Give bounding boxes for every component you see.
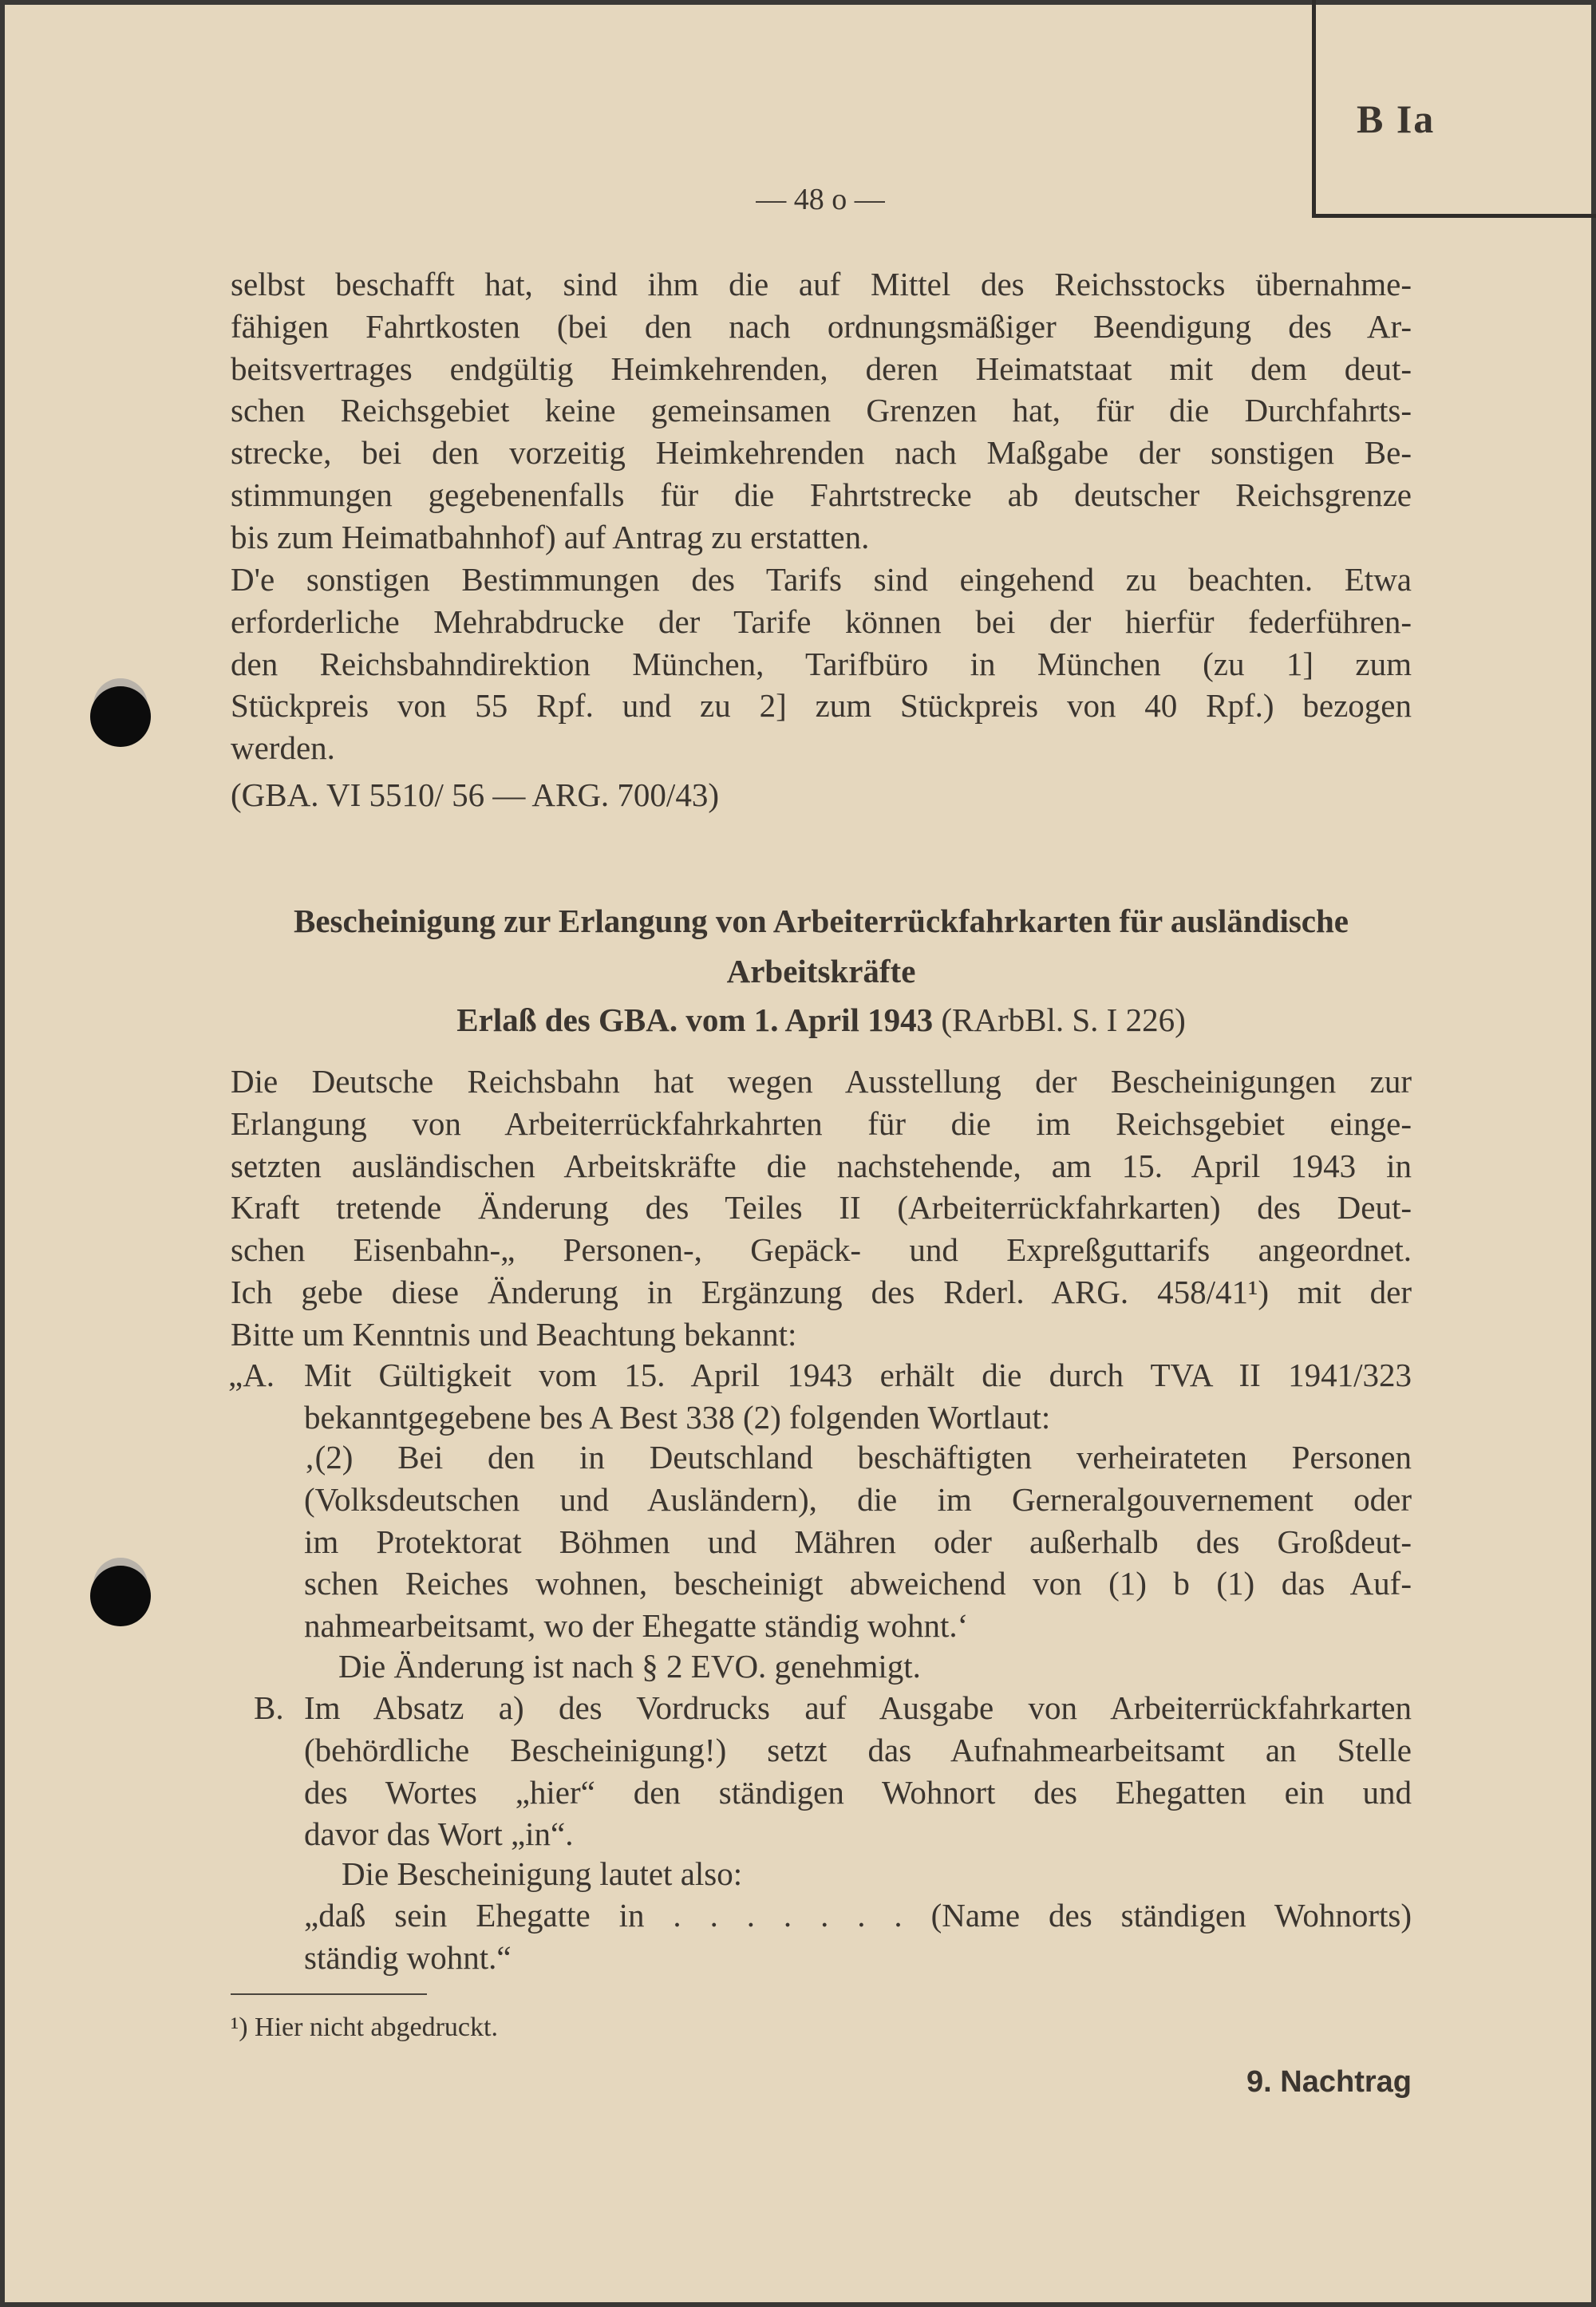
item-b-line: Im Absatz a) des Vordrucks auf Ausgabe von Arbeiterrückfahrkarten (304, 1689, 1412, 1726)
paragraph-line: strecke, bei den vorzeitig Heimkehrenden nach Maßgabe der sonstigen Be- (231, 434, 1412, 472)
paragraph-line: erforderliche Mehrabdrucke der Tarife können bei der hierfür federführen- (231, 602, 1412, 640)
punch-hole (90, 1566, 151, 1626)
wording-line: ständig wohnt.“ (304, 1938, 512, 1976)
paragraph-block (231, 263, 1412, 559)
quote-line: im Protektorat Böhmen und Mähren oder außerhalb des Großdeut- (304, 1523, 1412, 1560)
paragraph-line: schen Eisenbahn-„ Personen-, Gepäck- und Expreßguttarifs angeordnet. (231, 1231, 1412, 1269)
punch-hole (90, 686, 151, 747)
paragraph-line: stimmungen gegebenenfalls für die Fahrtstrecke ab deutscher Reichsgrenze (231, 476, 1412, 513)
item-b-line: des Wortes „hier“ den ständigen Wohnort des Ehegatten ein und (304, 1773, 1412, 1811)
item-a-label: „A. (228, 1357, 275, 1393)
quote-line: (Volksdeutschen und Ausländern), die im Gerneralgouvernement oder (304, 1480, 1412, 1518)
wording-line: „daß sein Ehegatte in . . . . . . . (Name des ständigen Wohnorts) (304, 1897, 1412, 1934)
decree-source: (RArbBl. S. I 226) (941, 1001, 1186, 1038)
item-b-label: B. (254, 1689, 284, 1726)
paragraph-line: Stückpreis von 55 Rpf. und zu 2] zum Stückpreis von 40 Rpf.) bezogen (231, 687, 1412, 725)
approval-line: Die Änderung ist nach § 2 EVO. genehmigt. (338, 1648, 921, 1685)
paragraph-line: fähigen Fahrtkosten (bei den nach ordnungsmäßiger Beendigung des Ar- (231, 307, 1412, 345)
quote-line: ‚(2) Bei den in Deutschland beschäftigten verheirateten Personen (304, 1439, 1412, 1475)
paragraph-block (231, 559, 1412, 769)
item-b-line: davor das Wort „in“. (304, 1815, 574, 1853)
paragraph-line: den Reichsbahndirektion München, Tarifbüro in München (zu 1] zum (231, 645, 1412, 682)
item-b-block (304, 1687, 1412, 1855)
paragraph-line: Bitte um Kenntnis und Beachtung bekannt: (231, 1315, 797, 1353)
section-label: B Ia (1357, 97, 1436, 141)
item-a-block (304, 1354, 1412, 1439)
paragraph-line: Die Deutsche Reichsbahn hat wegen Ausstellung der Bescheinigungen zur (231, 1063, 1412, 1100)
quote-line: schen Reiches wohnen, bescheinigt abweichend von (1) b (1) das Auf- (304, 1565, 1412, 1602)
item-a-line: bekanntgegebene bes A Best 338 (2) folgenden Wortlaut: (304, 1398, 1051, 1436)
paragraph-line: selbst beschafft hat, sind ihm die auf Mittel des Reichsstocks übernahme- (231, 266, 1412, 302)
reference-line: (GBA. VI 5510/ 56 — ARG. 700/43) (231, 776, 719, 813)
footnote-rule (231, 1993, 427, 1995)
paragraph-line: werden. (231, 729, 335, 767)
paragraph-line: schen Reichsgebiet keine gemeinsamen Grenzen hat, für die Durchfahrts- (231, 392, 1412, 429)
page-number: — 48 o — (756, 183, 885, 216)
paragraph-line: Kraft tretende Änderung des Teiles II (Arbeiterrückfahrkarten) des Deut- (231, 1189, 1412, 1227)
item-b-block (342, 1853, 1379, 1895)
item-b-line: Die Bescheinigung lautet also: (342, 1855, 743, 1892)
item-a-line: Mit Gültigkeit vom 15. April 1943 erhält die durch TVA II 1941/323 (304, 1357, 1412, 1393)
decree-heading (231, 999, 1412, 1041)
paragraph-line: beitsvertrages endgültig Heimkehrenden, deren Heimatstaat mit dem deut- (231, 350, 1412, 387)
wording-block (304, 1894, 1412, 1979)
heading-line: Arbeitskräfte (726, 953, 916, 990)
paragraph-line: setzten ausländischen Arbeitskräfte die nachstehende, am 15. April 1943 in (231, 1147, 1412, 1184)
paragraph-line: Ich gebe diese Änderung in Ergänzung des Rderl. ARG. 458/41¹) mit der (231, 1273, 1412, 1310)
heading-line: Bescheinigung zur Erlangung von Arbeiterrückfahrkarten für ausländische (294, 903, 1349, 939)
reference-block (231, 774, 1412, 816)
item-b-line: (behördliche Bescheinigung!) setzt das Aufnahmearbeitsamt an Stelle (304, 1731, 1412, 1768)
paragraph-line: D'e sonstigen Bestimmungen des Tarifs sind eingehend zu beachten. Etwa (231, 561, 1412, 598)
paragraph-block (231, 1061, 1412, 1356)
footnote: ¹) Hier nicht abgedruckt. (231, 2013, 498, 2042)
approval-block (338, 1645, 1376, 1688)
paragraph-line: Erlangung von Arbeiterrückfahrkahrten für die im Reichsgebiet einge- (231, 1104, 1412, 1142)
paragraph-line: bis zum Heimatbahnhof) auf Antrag zu erstatten. (231, 518, 870, 555)
quote-line: nahmearbeitsamt, wo der Ehegatte ständig wohnt.‘ (304, 1607, 969, 1645)
quote-block (304, 1436, 1412, 1647)
decree-title: Erlaß des GBA. vom 1. April 1943 (456, 1001, 934, 1038)
supplement-label: 9. Nachtrag (1246, 2065, 1412, 2099)
